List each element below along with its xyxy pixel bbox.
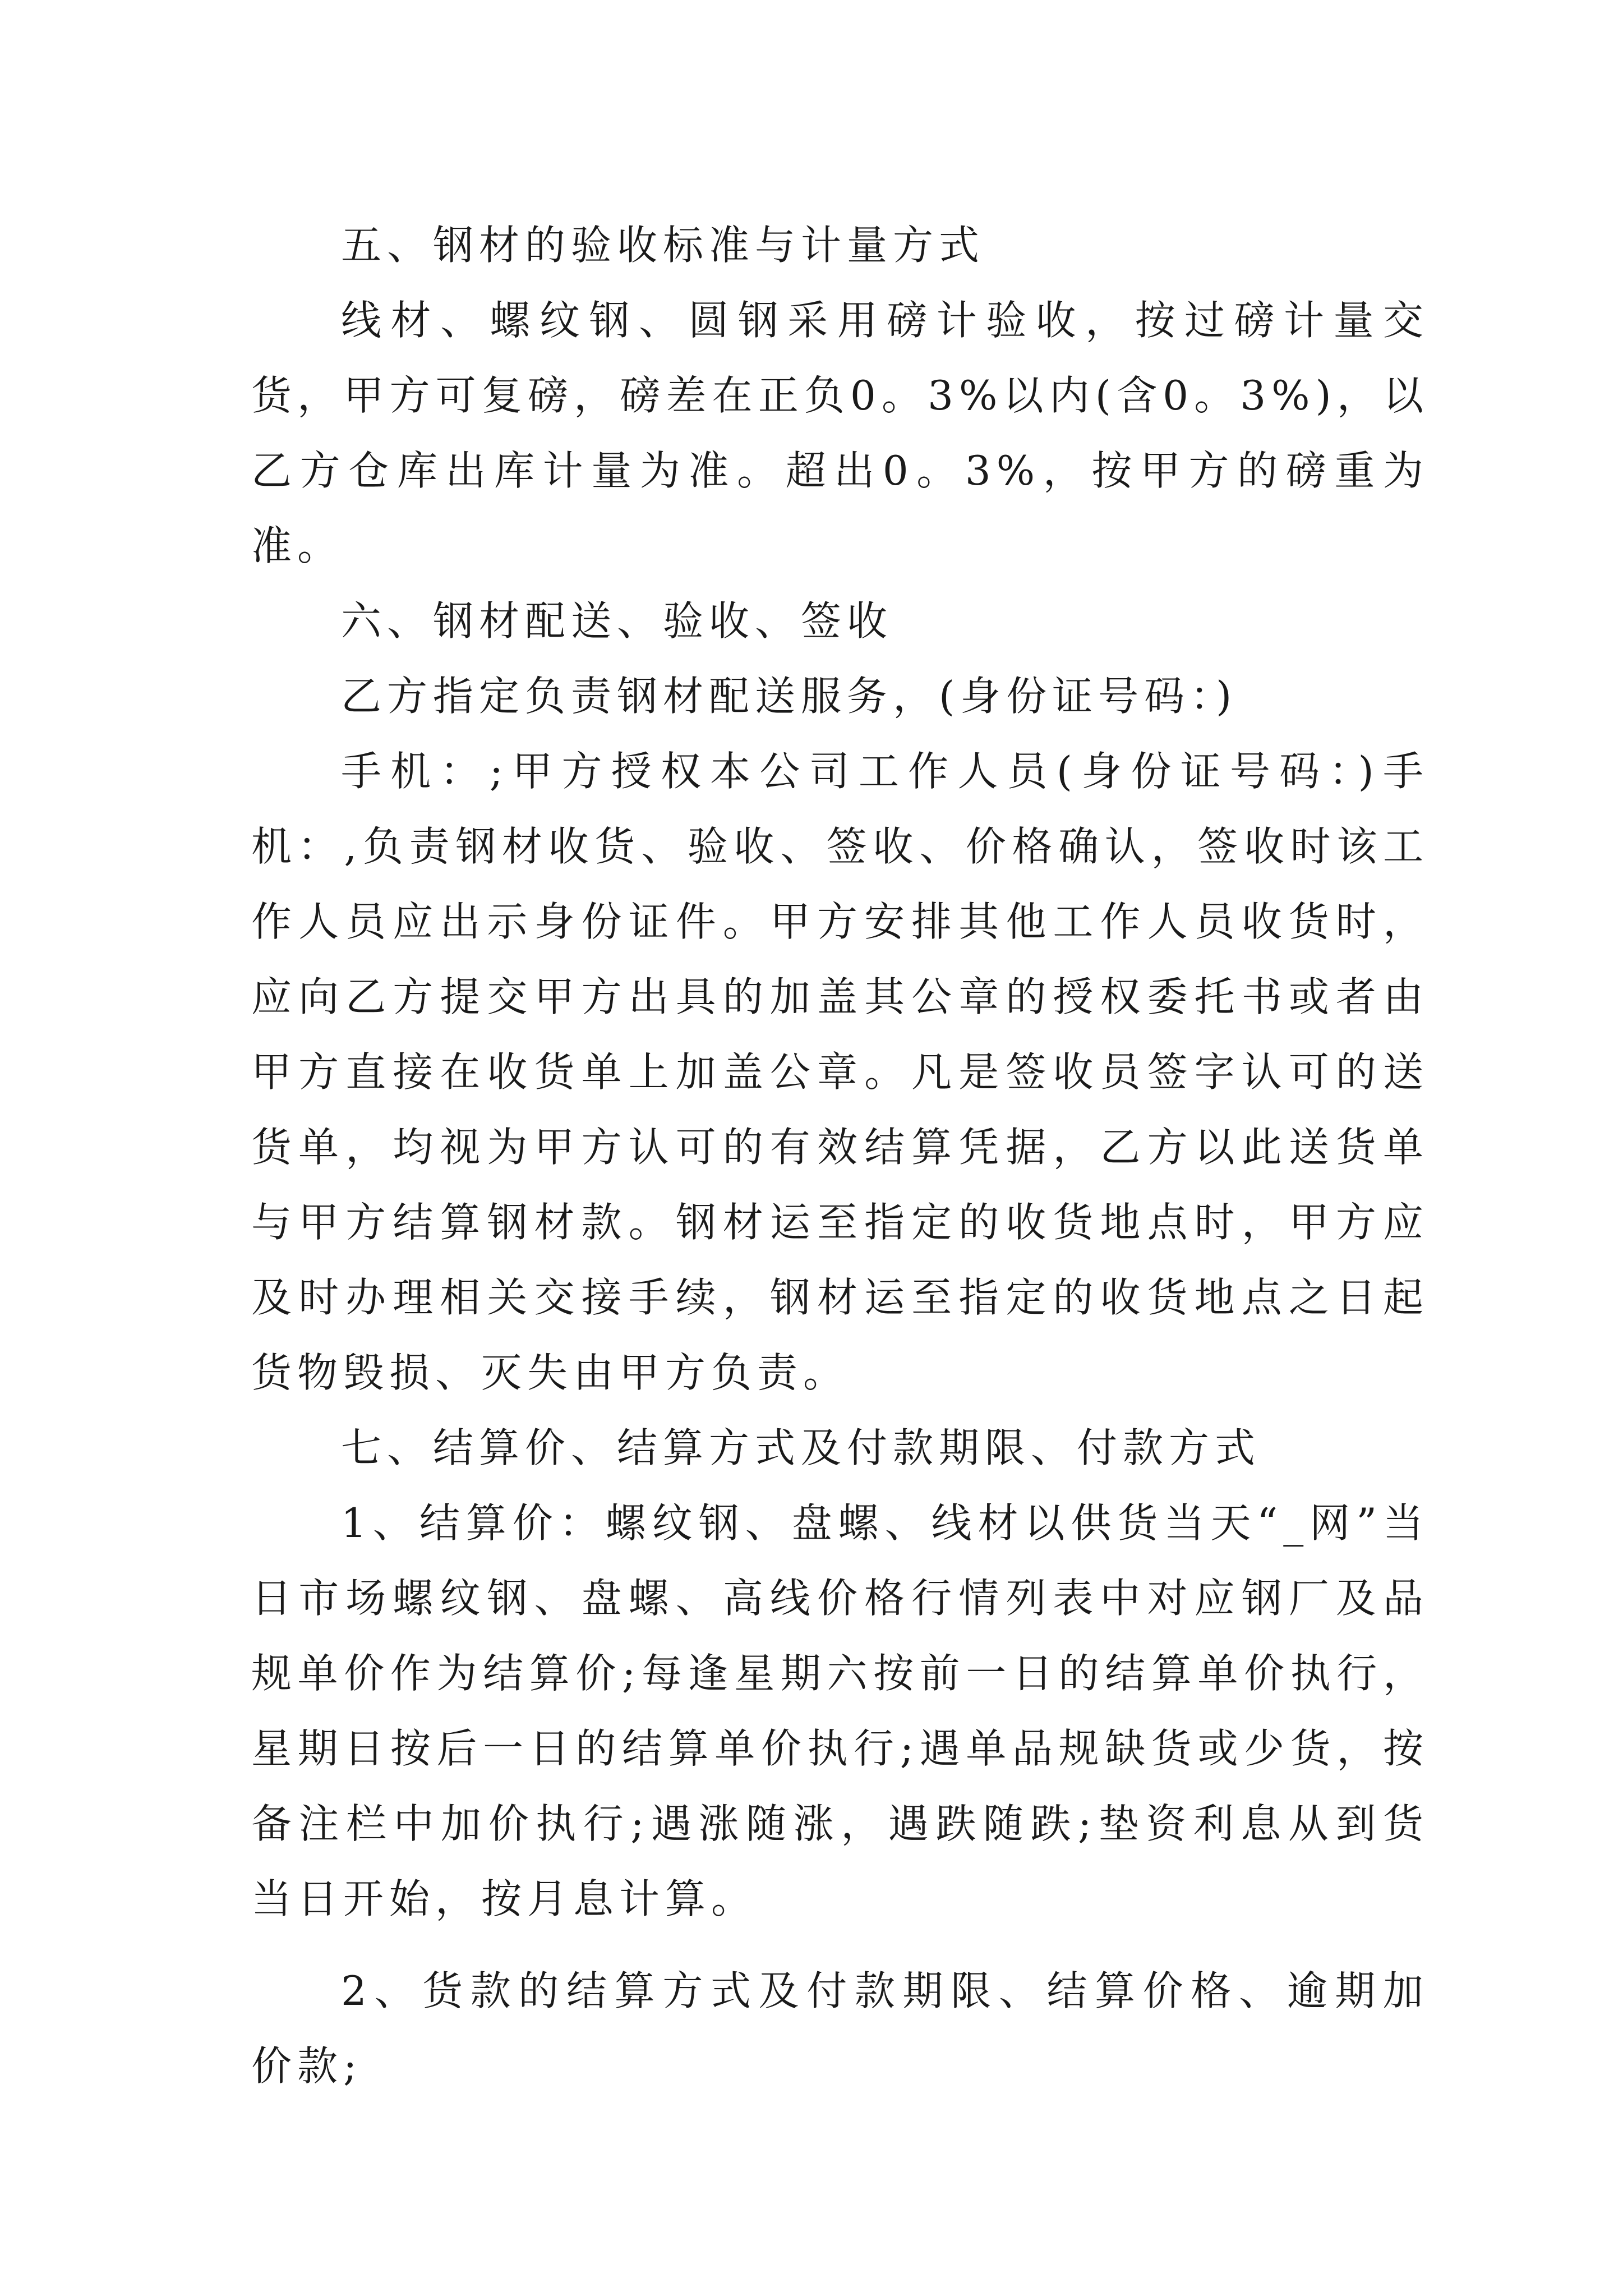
document-body [251,208,1429,2104]
paragraph-weighing: 线材、螺纹钢、圆钢采用磅计验收，按过磅计量交货，甲方可复磅，磅差在正负0。3%以内(含0。3%)，以乙方仓库出库计量为准。超出0。3%，按甲方的磅重为准。 [251,297,1429,569]
section-heading-5: 五、钢材的验收标准与计量方式 [341,222,985,269]
section-heading-7: 七、结算价、结算方式及付款期限、付款方式 [341,1424,1261,1471]
paragraph-receipt-procedure: 手机：;甲方授权本公司工作人员(身份证号码：)手机：,负责钢材收货、验收、签收、价格确认，签收时该工作人员应出示身份证件。甲方安排其他工作人员收货时，应向乙方提交甲方出具的加盖其公章的授权委托书或者由甲方直接在收货单上加盖公章。凡是签收员签字认可的送货单，均视为甲方认可的有效结算凭据，乙方以此送货单与甲方结算钢材款。钢材运至指定的收货地点时，甲方应及时办理相关交接手续，钢材运至指定的收货地点之日起货物毁损、灭失由甲方负责。 [251,748,1429,1396]
paragraph-settlement-price: 1、结算价：螺纹钢、盘螺、线材以供货当天“_网”当日市场螺纹钢、盘螺、高线价格行情列表中对应钢厂及品规单价作为结算价;每逢星期六按前一日的结算单价执行，星期日按后一日的结算单价执行;遇单品规缺货或少货，按备注栏中加价执行;遇涨随涨，遇跌随跌;垫资利息从到货当日开始，按月息计算。 [251,1499,1429,1922]
paragraph-payment-terms: 2、货款的结算方式及付款期限、结算价格、逾期加价款; [251,1967,1429,2090]
section-heading-6: 六、钢材配送、验收、签收 [341,597,893,645]
paragraph-delivery-agent: 乙方指定负责钢材配送服务，(身份证号码：) [341,673,1238,720]
